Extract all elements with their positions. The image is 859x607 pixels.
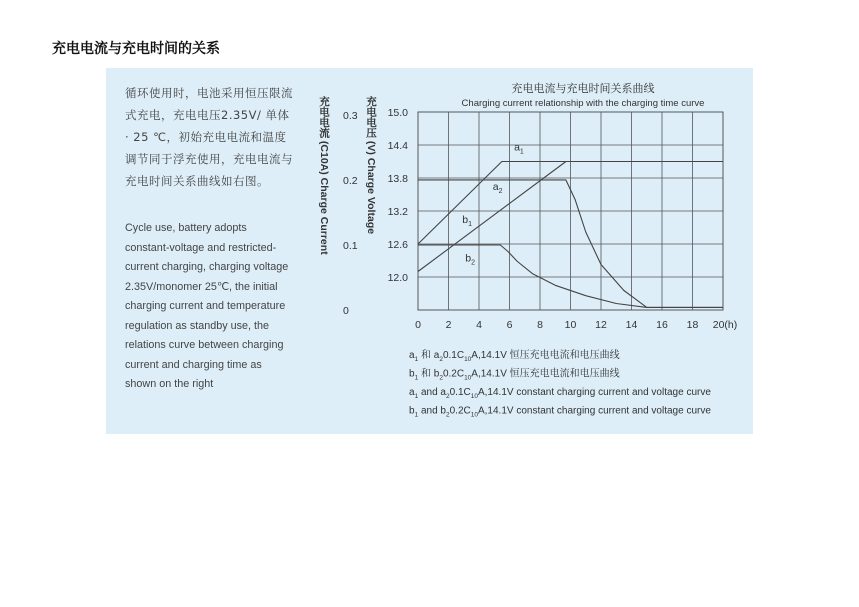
description-english: Cycle use, battery adopts constant-voltage and restricted-current charging, charging voltage 2.35V/monomer 25℃, the initial charging current and temperature regulation as standby use, the relations curve between charging current and charging time as shown on the right: [125, 222, 289, 390]
legend-text: 0.1C: [449, 387, 471, 398]
legend-text: 0.2C: [442, 368, 465, 380]
legend-text: b: [409, 405, 415, 417]
series-label-subscript: 2: [498, 188, 503, 196]
legend-text: 1: [414, 374, 419, 382]
chart-title: 充电电流与充电时间关系曲线: [511, 82, 655, 95]
series-label-b1: $b_1$: [462, 214, 472, 229]
legend-text: 0.2C: [449, 405, 471, 417]
y-voltage-tick-label: 14.4: [387, 140, 408, 152]
legend-text: 10: [470, 411, 478, 419]
description-chinese: 循环使用时，电池采用恒压限流式充电，充电电压2.35V/ 单体 · 25 ℃，初始充电电流和温度调节同于浮充使用，充电电流与充电时间关系曲线如右图。: [125, 86, 293, 188]
y-voltage-tick-label: 12.0: [387, 272, 408, 284]
x-tick-label: 14: [625, 319, 638, 331]
legend-entry: [409, 387, 711, 400]
legend-text: 2: [446, 411, 450, 419]
legend-text: 1: [414, 411, 419, 419]
y-current-tick-label: 0.2: [343, 174, 358, 187]
legend-text: A,14.1V constant charging current and voltage curve: [477, 405, 711, 417]
x-tick-label: 8: [537, 319, 543, 331]
x-tick-label: 4: [476, 319, 482, 331]
y-current-tick-label: 0.1: [343, 239, 358, 252]
page-heading: 充电电流与充电时间的关系: [52, 41, 220, 57]
legend-text: 10: [464, 356, 472, 363]
legend-text: and b: [418, 405, 446, 417]
legend-entry: [409, 406, 711, 419]
y-axis-label-voltage: 充电电压 (V) Charge Voltage: [365, 96, 377, 235]
x-tick-label: 18: [686, 319, 699, 331]
legend-text: 2: [439, 374, 443, 382]
x-tick-label: 0: [415, 319, 421, 331]
legend-text: 2: [439, 356, 443, 363]
series-label-a2: $a_2$: [492, 181, 503, 196]
legend-text: A,14.1V constant charging current and voltage curve: [477, 387, 711, 398]
y-current-tick-label: 0: [343, 305, 349, 317]
x-tick-label: 12: [595, 319, 607, 331]
y-voltage-tick-label: 13.8: [387, 173, 408, 185]
x-tick-label: 10: [564, 319, 577, 331]
legend-entry: [409, 367, 620, 382]
legend-text: 1: [414, 393, 419, 400]
legend-text: a: [409, 387, 415, 398]
legend-text: 10: [464, 374, 472, 382]
legend-text: A,14.1V 恒压充电电流和电压曲线: [471, 350, 620, 361]
legend-text: 1: [414, 356, 419, 363]
y-axis-label-current: 充电电流 (C10A) Charge Current: [318, 96, 330, 255]
y-voltage-tick-label: 15.0: [387, 107, 408, 119]
series-label-subscript: 2: [471, 259, 476, 267]
legend-text: 和 b: [418, 368, 440, 380]
series-label-b2: $b_2$: [465, 252, 476, 267]
legend-text: b: [409, 368, 415, 380]
x-tick-label: 20(h): [712, 319, 738, 331]
legend-text: a: [409, 350, 415, 361]
x-tick-label: 6: [506, 319, 513, 331]
x-tick-label: 16: [656, 319, 668, 331]
series-label-a1: $a_1$: [514, 141, 524, 156]
chart-subtitle: Charging current relationship with the charging time curve: [461, 98, 705, 109]
y-voltage-tick-label: 13.2: [387, 206, 408, 218]
x-tick-label: 2: [445, 319, 452, 331]
legend-text: 和 a: [418, 350, 440, 361]
series-label-subscript: 1: [519, 148, 524, 156]
legend-text: and a: [418, 387, 446, 398]
legend-text: 0.1C: [442, 350, 465, 361]
legend-entry: [409, 348, 620, 363]
legend-text: 10: [470, 393, 478, 400]
series-label-subscript: 1: [468, 221, 472, 229]
y-current-tick-label: 0.3: [343, 109, 358, 122]
legend-text: A,14.1V 恒压充电电流和电压曲线: [471, 368, 620, 380]
y-voltage-tick-label: 12.6: [387, 239, 408, 251]
legend-text: 2: [446, 393, 450, 400]
